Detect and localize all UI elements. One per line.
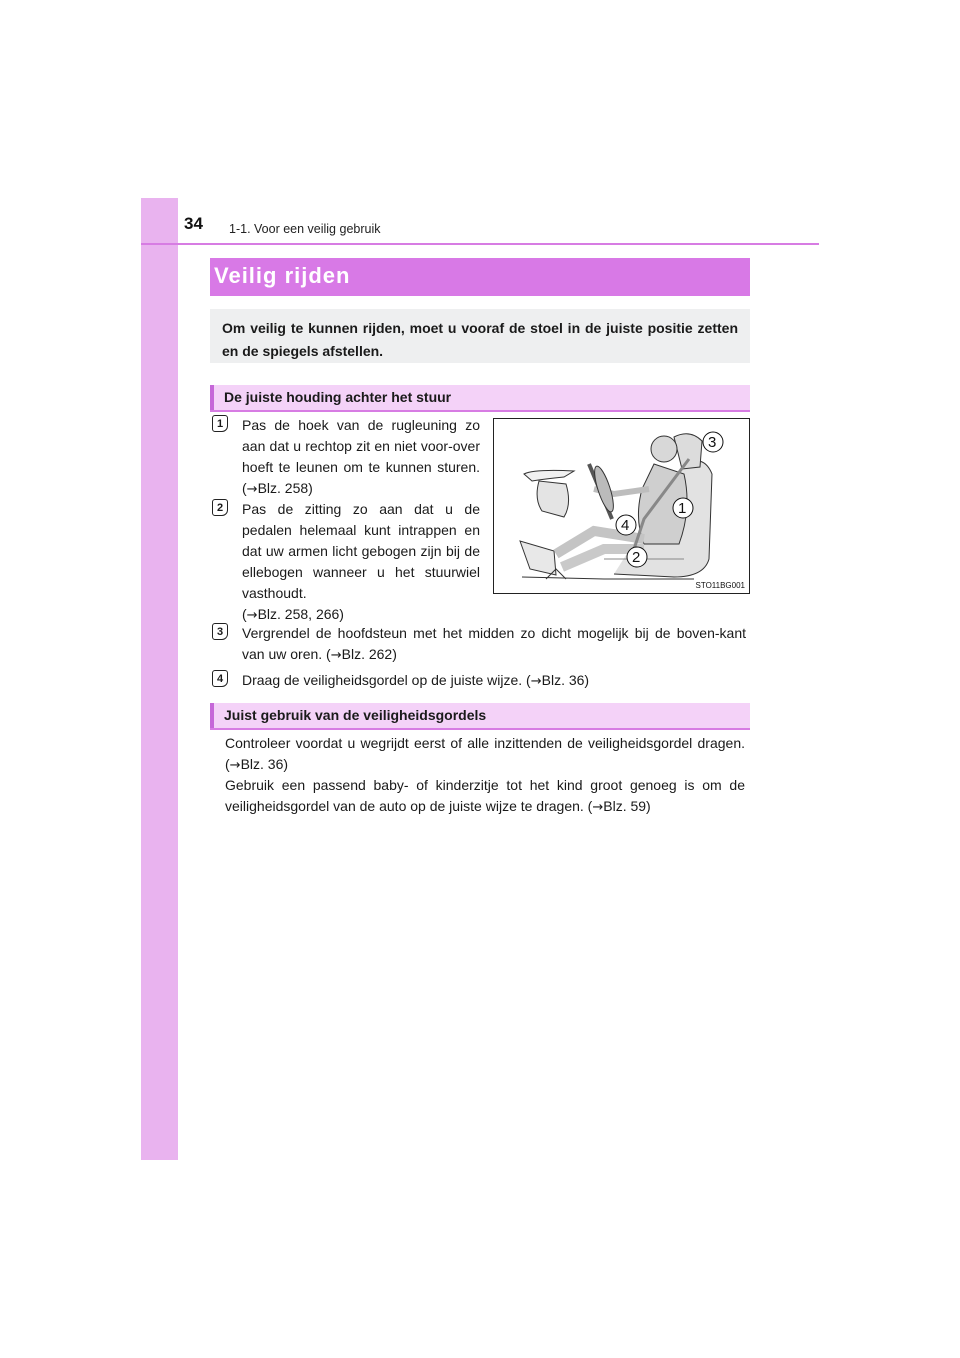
list-item-3-text: Vergrendel de hoofdsteun met het midden zo dicht mogelijk bij de boven-kant van uw oren. (	[242, 625, 746, 662]
list-item-4	[242, 670, 746, 692]
arrow-icon: →	[530, 674, 542, 689]
driver-seat-illustration	[494, 419, 749, 593]
list-item-1	[242, 415, 480, 500]
figure-code: STO11BG001	[695, 581, 745, 590]
page-reference[interactable]: Blz. 36)	[541, 672, 590, 688]
arrow-icon: →	[246, 608, 258, 623]
section-heading-seatbelts-text: Juist gebruik van de veiligheidsgordels	[224, 707, 487, 723]
paragraph-seatbelt-check-text: Controleer voordat u wegrijdt eerst of alle inzittenden de veiligheidsgordel dragen. (	[225, 735, 745, 772]
arrow-icon: →	[330, 648, 342, 663]
item-number-1: 1	[212, 415, 228, 432]
page-reference[interactable]: Blz. 36)	[240, 756, 289, 772]
side-tab-strip	[141, 198, 178, 1160]
item-number-2: 2	[212, 499, 228, 516]
list-item-4-text: Draag de veiligheidsgordel op de juiste wijze. (	[242, 672, 531, 688]
page-reference[interactable]: Blz. 59)	[603, 798, 651, 814]
page-number: 34	[184, 214, 203, 233]
page-reference[interactable]: Blz. 258)	[257, 480, 313, 496]
paragraph-seatbelt-check	[225, 733, 745, 776]
callout-4: 4	[621, 517, 630, 534]
arrow-icon: →	[592, 800, 604, 815]
arrow-icon: →	[229, 758, 241, 773]
section-heading-posture	[210, 385, 750, 410]
list-item-3	[242, 623, 746, 666]
header-rule	[141, 243, 819, 245]
paragraph-child-seat	[225, 775, 745, 818]
callout-3: 3	[708, 434, 717, 451]
section-heading-posture-text: De juiste houding achter het stuur	[224, 389, 452, 405]
callout-2: 2	[632, 549, 641, 566]
list-item-1-text: Pas de hoek van de rugleuning zo aan dat u rechtop zit en niet voor-over hoeft te leunen om te kunnen sturen. (	[242, 417, 480, 496]
page-title-text: Veilig rijden	[214, 263, 351, 288]
arrow-icon: →	[246, 482, 258, 497]
callout-1: 1	[678, 500, 687, 517]
paragraph-child-seat-text: Gebruik een passend baby- of kinderzitje tot het kind groot genoeg is om de veiligheidsgordel van de auto op de juiste wijze te dragen. (	[225, 777, 745, 814]
section-heading-seatbelts	[210, 703, 750, 728]
page-reference[interactable]: Blz. 258, 266)	[257, 606, 344, 622]
intro-text: Om veilig te kunnen rijden, moet u vooraf de stoel in de juiste positie zetten en de spiegels afstellen.	[222, 320, 738, 359]
item-number-4: 4	[212, 670, 228, 687]
intro-box	[210, 309, 750, 363]
list-item-2: Pas de zitting zo aan dat u de pedalen helemaal kunt intrappen en dat uw armen licht gebogen zijn bij de ellebogen wanneer u het stuurwiel vasthoudt. (→Blz. 258, 266)	[242, 501, 480, 623]
chapter-heading: 1-1. Voor een veilig gebruik	[229, 222, 381, 236]
page-title	[210, 258, 750, 296]
driving-posture-figure	[493, 418, 750, 594]
list-item-2-text: Pas de zitting zo aan dat u de pedalen helemaal kunt intrappen en dat uw armen licht gebogen zijn bij de ellebogen wanneer u het stuurwiel vasthoudt.	[242, 501, 480, 601]
item-number-3: 3	[212, 623, 228, 640]
page-reference[interactable]: Blz. 262)	[341, 646, 397, 662]
